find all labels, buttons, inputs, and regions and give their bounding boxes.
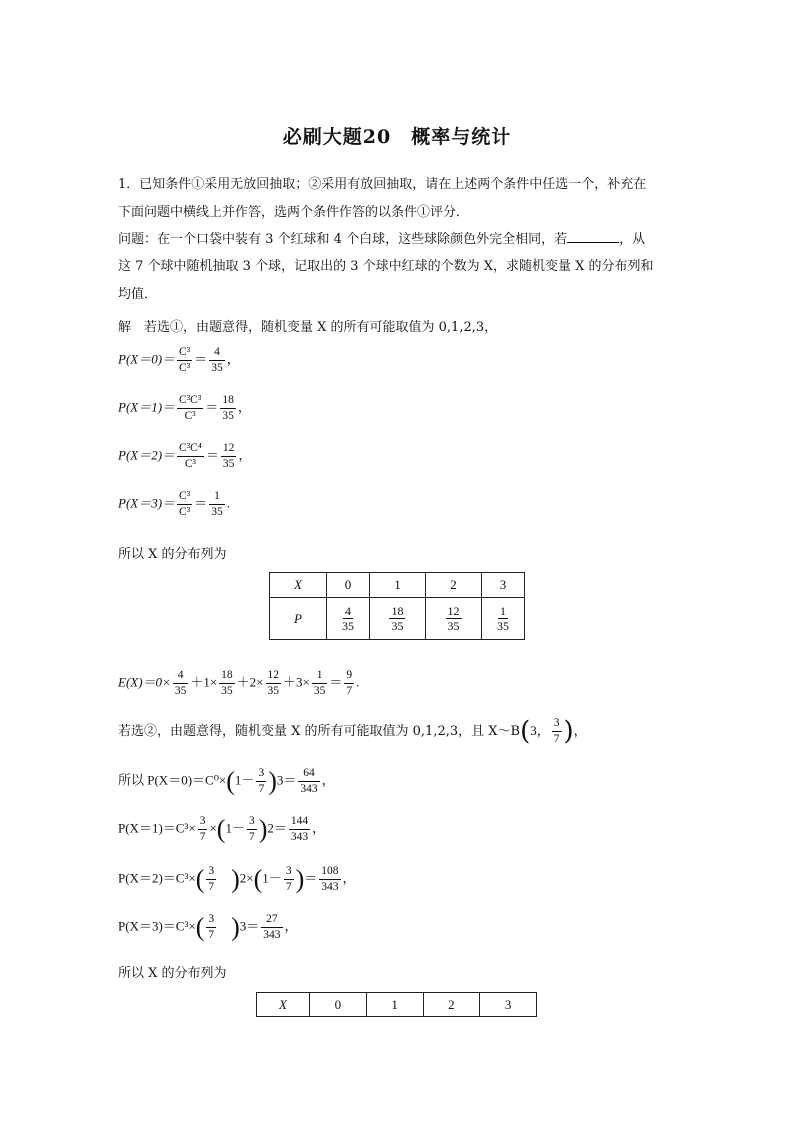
exp-term-2-num: 18 — [219, 668, 235, 684]
prob-x2-num: 12 — [221, 441, 237, 457]
exp-op-3: ＋3× — [283, 674, 310, 690]
binom-prob-x0 — [118, 766, 335, 797]
binom-x3-num: 27 — [261, 912, 282, 928]
binom-x0-den: 343 — [300, 783, 318, 795]
prob-x1-comb-den: C³ — [184, 410, 196, 422]
table-2-header-3: 3 — [480, 993, 537, 1017]
exp-result-den: 7 — [346, 685, 353, 697]
paren-close: ) — [258, 814, 268, 844]
binom-x2-tail: ， — [342, 870, 356, 886]
binom-x2-one: 1－ — [262, 870, 282, 886]
paren-open: ( — [195, 864, 205, 894]
table-2-header-x: X — [257, 993, 310, 1017]
prob-x1-num: 18 — [220, 393, 236, 409]
prob-x3: P(X＝3)＝ $\frac{\text{C³}}{\text{C³}}$ ＝ $\frac{1}{35}$ . — [118, 490, 230, 518]
prob-x3-comb — [177, 489, 192, 520]
prob-x1-lhs: P(X＝1)＝ — [118, 399, 176, 415]
solution-1-intro: 解 若选①，由题意得，随机变量 X 的所有可能取值为 0,1,2,3， — [118, 320, 498, 335]
binom-x1-frac1-den: 7 — [199, 831, 206, 843]
binom-x2-frac2 — [284, 864, 294, 895]
binom-prob-x1 — [118, 814, 325, 845]
binom-x3-pow: 3＝ — [239, 918, 260, 934]
table-1-den-2: 35 — [447, 619, 460, 633]
binom-x1-frac2 — [247, 814, 257, 845]
binom-x2-frac1-num: 3 — [206, 864, 216, 880]
prob-x2-comb — [177, 441, 204, 472]
expectation-lhs: E(X)＝0× — [118, 674, 171, 690]
table-1-header-3: 3 — [482, 573, 525, 598]
table-1-header-1: 1 — [369, 573, 425, 598]
binom-x1-frac1-num: 3 — [198, 814, 208, 830]
prob-x1-comb-num: C³C³ — [177, 393, 203, 409]
binom-x0-lhs: 所以 P(X＝0)＝C⁰× — [118, 772, 227, 788]
prob-x0-den: 35 — [211, 362, 223, 374]
problem-line-3 — [118, 228, 645, 247]
exp-op-1: ＋1× — [190, 674, 218, 690]
exp-term-1 — [173, 668, 189, 699]
binom-x1-frac1 — [198, 814, 208, 845]
page-title: 必刷大题20 概率与统计 — [282, 126, 512, 148]
exp-term-3-den: 35 — [267, 685, 280, 697]
paren-close: ) — [268, 766, 277, 796]
distribution-table-1 — [269, 572, 525, 640]
solution-2-intro — [118, 716, 587, 747]
table-2-header-0: 0 — [310, 993, 367, 1017]
prob-x0: P(X＝0)＝ $\frac{\text{C³}}{\text{C³}}$ ＝ $\frac{4}{35}$ ， — [118, 346, 240, 374]
prob-x2-den: 35 — [222, 458, 235, 470]
binom-x0-result — [298, 766, 319, 797]
prob-x3-num: 1 — [209, 489, 225, 505]
exp-term-1-den: 35 — [174, 685, 187, 697]
prob-x2-tail: ， — [238, 447, 252, 463]
binom-x1-one: 1－ — [225, 820, 245, 836]
binom-x1-pow: 2＝ — [267, 820, 287, 836]
prob-x1-den: 35 — [222, 410, 234, 422]
table-1-header-0: 0 — [327, 573, 370, 598]
table-2-header-1: 1 — [366, 993, 423, 1017]
binom-x3-result — [261, 912, 282, 943]
table-1-prob-row — [270, 598, 525, 640]
answer-blank — [567, 230, 619, 243]
binom-x1-frac2-num: 3 — [247, 814, 257, 830]
table-1-cell-3 — [482, 598, 525, 640]
exp-result — [344, 668, 354, 699]
prob-x3-comb-num: C³ — [177, 489, 192, 505]
binom-open-paren: ( — [520, 716, 531, 747]
binom-x0-tail: ， — [321, 772, 335, 788]
binom-x1-den: 343 — [290, 831, 309, 843]
paren-close: ) — [231, 912, 240, 942]
paren-close: ) — [295, 864, 305, 894]
binom-x2-eq: ＝ — [304, 870, 318, 886]
dist-label-2: 所以 X 的分布列为 — [118, 966, 227, 981]
prob-x0-comb-den: C³ — [179, 362, 191, 374]
paren-open: ( — [253, 864, 263, 894]
binom-x0-one: 1－ — [234, 772, 255, 788]
dist-label-1: 所以 X 的分布列为 — [118, 547, 227, 562]
binom-x3-frac1-den: 7 — [208, 929, 215, 941]
prob-x2-value — [221, 441, 237, 472]
prob-x0-num: 4 — [209, 345, 225, 361]
binom-p — [552, 716, 562, 747]
table-2-header-2: 2 — [423, 993, 480, 1017]
solution-2-intro-tail: ， — [573, 724, 587, 739]
exp-term-4-den: 35 — [313, 685, 326, 697]
exp-tail: . — [356, 674, 360, 690]
problem-line-1: 1．已知条件①采用无放回抽取；②采用有放回抽取，请在上述两个条件中任选一个，补充在 — [118, 177, 647, 192]
binom-x2-pow: 2× — [239, 870, 254, 886]
table-1-num-0: 4 — [344, 604, 351, 618]
prob-x1-value — [220, 393, 236, 424]
binom-x3-tail: ， — [284, 918, 298, 934]
prob-x2-comb-num: C³C⁴ — [177, 441, 204, 457]
paren-open: ( — [226, 766, 235, 796]
binom-prob-x2 — [118, 864, 356, 895]
binom-x0-frac-den: 7 — [258, 783, 265, 795]
prob-x3-comb-den: C³ — [179, 506, 191, 518]
binom-x2-frac2-den: 7 — [285, 881, 292, 893]
binom-x2-den: 343 — [321, 881, 339, 893]
binom-x1-tail: ， — [312, 820, 326, 836]
binom-x3-frac1-num: 3 — [206, 912, 216, 928]
binom-x2-frac2-num: 3 — [284, 864, 294, 880]
binom-x2-num: 108 — [319, 864, 340, 880]
binom-p-den: 7 — [553, 733, 560, 745]
binom-x2-result — [319, 864, 340, 895]
exp-term-3-num: 12 — [266, 668, 282, 684]
table-1-header-x: X — [270, 573, 327, 598]
exp-term-4 — [312, 668, 328, 699]
table-1-den-3: 35 — [497, 619, 510, 633]
table-2-header-row — [257, 993, 537, 1017]
binom-x1-frac2-den: 7 — [248, 831, 255, 843]
problem-line-5: 均值． — [118, 287, 158, 302]
binom-prob-x3 — [118, 912, 298, 943]
paren-open: ( — [216, 814, 226, 844]
binom-x2-frac1 — [206, 864, 216, 895]
binom-x0-frac-num: 3 — [256, 766, 266, 782]
prob-x0-lhs: P(X＝0)＝ — [118, 351, 176, 367]
problem-line-4: 这 7 个球中随机抽取 3 个球，记取出的 3 个球中红球的个数为 X，求随机变量 X 的分布列和 — [118, 259, 654, 274]
table-1-num-3: 1 — [500, 604, 507, 618]
table-1-header-2: 2 — [425, 573, 481, 598]
prob-x2-comb-den: C³ — [184, 458, 197, 470]
binom-close-paren: ) — [563, 716, 574, 747]
prob-x3-tail: . — [226, 495, 230, 511]
binom-x3-den: 343 — [263, 929, 281, 941]
prob-x2-lhs: P(X＝2)＝ — [118, 447, 176, 463]
expectation-1 — [118, 668, 359, 699]
binom-x2-frac1-den: 7 — [208, 881, 215, 893]
paren-open: ( — [195, 912, 205, 942]
table-1-cell-1 — [369, 598, 425, 640]
table-1-num-1: 18 — [391, 604, 404, 618]
prob-x1: P(X＝1)＝ $\frac{\text{C³C³}}{\text{C³}}$ ＝ $\frac{18}{35}$ ， — [118, 394, 251, 422]
prob-x0-comb-num: C³ — [177, 345, 192, 361]
exp-term-1-num: 4 — [173, 668, 189, 684]
binom-x1-times: × — [209, 820, 217, 836]
table-1-cell-0 — [327, 598, 370, 640]
binom-x2-lhs: P(X＝2)＝C³× — [118, 870, 196, 886]
prob-x1-comb — [177, 393, 203, 424]
binom-x1-lhs: P(X＝1)＝C³× — [118, 820, 196, 836]
exp-eq: ＝ — [329, 674, 343, 690]
binom-x3-lhs: P(X＝3)＝C³× — [118, 918, 196, 934]
table-1-cell-2 — [425, 598, 481, 640]
binom-x1-num: 144 — [289, 814, 310, 830]
binom-x0-pow: 3＝ — [276, 772, 297, 788]
distribution-table-2 — [256, 992, 537, 1017]
binom-n: 3， — [530, 723, 550, 738]
table-1-row-label: P — [270, 598, 327, 640]
exp-result-num: 9 — [344, 668, 354, 684]
exp-op-2: ＋2× — [236, 674, 264, 690]
solution-2-intro-text: 若选②，由题意得，随机变量 X 的所有可能取值为 0,1,2,3，且 X～B — [118, 724, 521, 739]
binom-x0-frac — [256, 766, 266, 797]
prob-x2: P(X＝2)＝ $\frac{\text{C³C⁴}}{\text{C³}}$ ＝ $\frac{12}{35}$ ， — [118, 442, 252, 470]
prob-x1-tail: ， — [237, 399, 251, 415]
exp-term-3 — [266, 668, 282, 699]
prob-x3-value — [209, 489, 225, 520]
table-1-num-2: 12 — [447, 604, 460, 618]
prob-x0-comb — [177, 345, 192, 376]
prob-x0-value — [209, 345, 225, 376]
prob-x3-den: 35 — [211, 506, 223, 518]
exp-term-4-num: 1 — [312, 668, 328, 684]
prob-x0-tail: ， — [226, 351, 240, 367]
table-1-den-1: 35 — [391, 619, 404, 633]
binom-x3-frac1 — [206, 912, 216, 943]
binom-p-num: 3 — [552, 716, 562, 732]
table-1-den-0: 35 — [341, 619, 354, 633]
paren-close: ) — [231, 864, 240, 894]
problem-line-2: 下面问题中横线上并作答，选两个条件作答的以条件①评分． — [118, 205, 470, 220]
problem-line-3-start: 问题：在一个口袋中装有 3 个红球和 4 个白球，这些球除颜色外完全相同，若 — [118, 232, 568, 247]
exp-term-2 — [219, 668, 235, 699]
binom-x1-result — [289, 814, 310, 845]
problem-line-3-end: ，从 — [619, 232, 646, 247]
exp-term-2-den: 35 — [221, 685, 233, 697]
table-1-header-row — [270, 573, 525, 598]
prob-x3-lhs: P(X＝3)＝ — [118, 495, 176, 511]
binom-x0-num: 64 — [298, 766, 319, 782]
